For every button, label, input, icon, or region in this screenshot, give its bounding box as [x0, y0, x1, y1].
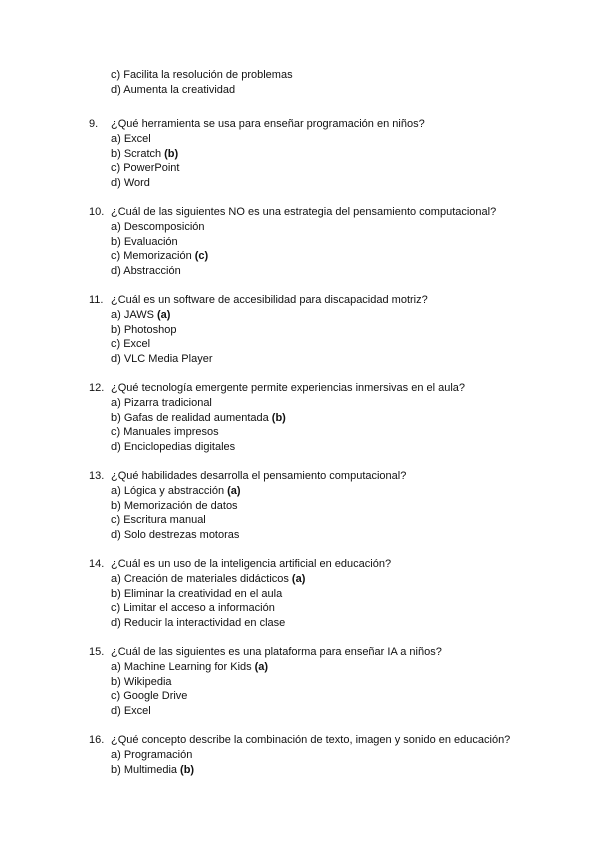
option: c) PowerPoint — [111, 162, 180, 175]
option: c) Limitar el acceso a información — [111, 602, 275, 615]
question-text: 15. ¿Cuál de las siguientes es una plataforma para enseñar IA a niños? — [89, 646, 442, 658]
option: d) Word — [111, 177, 150, 190]
option: b) Gafas de realidad aumentada (b) — [111, 411, 286, 424]
question-14 — [89, 557, 391, 631]
option: a) Lógica y abstracción (a) — [111, 484, 241, 497]
option: b) Scratch (b) — [111, 147, 179, 160]
option: d) VLC Media Player — [111, 353, 213, 366]
question-15 — [89, 645, 442, 719]
question-text: 11. ¿Cuál es un software de accesibilidad para discapacidad motriz? — [89, 294, 428, 306]
option: d) Excel — [111, 705, 151, 718]
option: b) Multimedia (b) — [111, 763, 195, 776]
question-16 — [89, 733, 510, 777]
option: a) Creación de materiales didácticos (a) — [111, 572, 306, 585]
option: a) JAWS (a) — [111, 308, 171, 321]
option: c) Google Drive — [111, 690, 188, 703]
option: d) Aumenta la creatividad — [111, 83, 236, 96]
answer-marker: (c) — [194, 250, 209, 263]
option: a) Programación — [111, 748, 193, 761]
question-text: 13. ¿Qué habilidades desarrolla el pensamiento computacional? — [89, 470, 407, 482]
question-text: 16. ¿Qué concepto describe la combinación de texto, imagen y sonido en educación? — [89, 734, 511, 746]
option: b) Eliminar la creatividad en el aula — [111, 587, 283, 600]
question-11 — [89, 293, 428, 367]
option: b) Evaluación — [111, 235, 178, 248]
answer-marker: (a) — [227, 484, 241, 497]
option: d) Reducir la interactividad en clase — [111, 617, 286, 630]
option: d) Enciclopedias digitales — [111, 441, 236, 454]
continued-options — [111, 68, 293, 98]
option: b) Photoshop — [111, 323, 177, 336]
answer-marker: (b) — [271, 411, 286, 424]
option: c) Memorización (c) — [111, 250, 209, 263]
question-text: 10. ¿Cuál de las siguientes NO es una estrategia del pensamiento computacional? — [89, 206, 497, 218]
question-13 — [89, 469, 406, 543]
question-9 — [89, 117, 425, 191]
option: a) Descomposición — [111, 220, 205, 233]
option: c) Manuales impresos — [111, 426, 219, 439]
question-text: 12. ¿Qué tecnología emergente permite experiencias inmersivas en el aula? — [89, 382, 466, 394]
option: b) Memorización de datos — [111, 499, 238, 512]
option: c) Facilita la resolución de problemas — [111, 69, 293, 81]
answer-marker: (a) — [254, 660, 269, 673]
option: d) Abstracción — [111, 265, 181, 278]
question-text: 14. ¿Cuál es un uso de la inteligencia artificial en educación? — [89, 558, 392, 570]
option: d) Solo destrezas motoras — [111, 529, 240, 542]
question-12 — [89, 381, 465, 455]
question-text: 9. ¿Qué herramienta se usa para enseñar programación en niños? — [89, 118, 425, 130]
option: c) Excel — [111, 338, 151, 351]
option: c) Escritura manual — [111, 514, 206, 527]
answer-marker: (b) — [164, 147, 179, 160]
option: a) Pizarra tradicional — [111, 396, 212, 409]
question-10 — [89, 205, 496, 279]
answer-marker: (a) — [157, 308, 171, 321]
option: b) Wikipedia — [111, 675, 172, 688]
answer-marker: (b) — [180, 763, 195, 776]
option: a) Machine Learning for Kids (a) — [111, 660, 269, 673]
option: a) Excel — [111, 132, 151, 145]
answer-marker: (a) — [291, 572, 306, 585]
